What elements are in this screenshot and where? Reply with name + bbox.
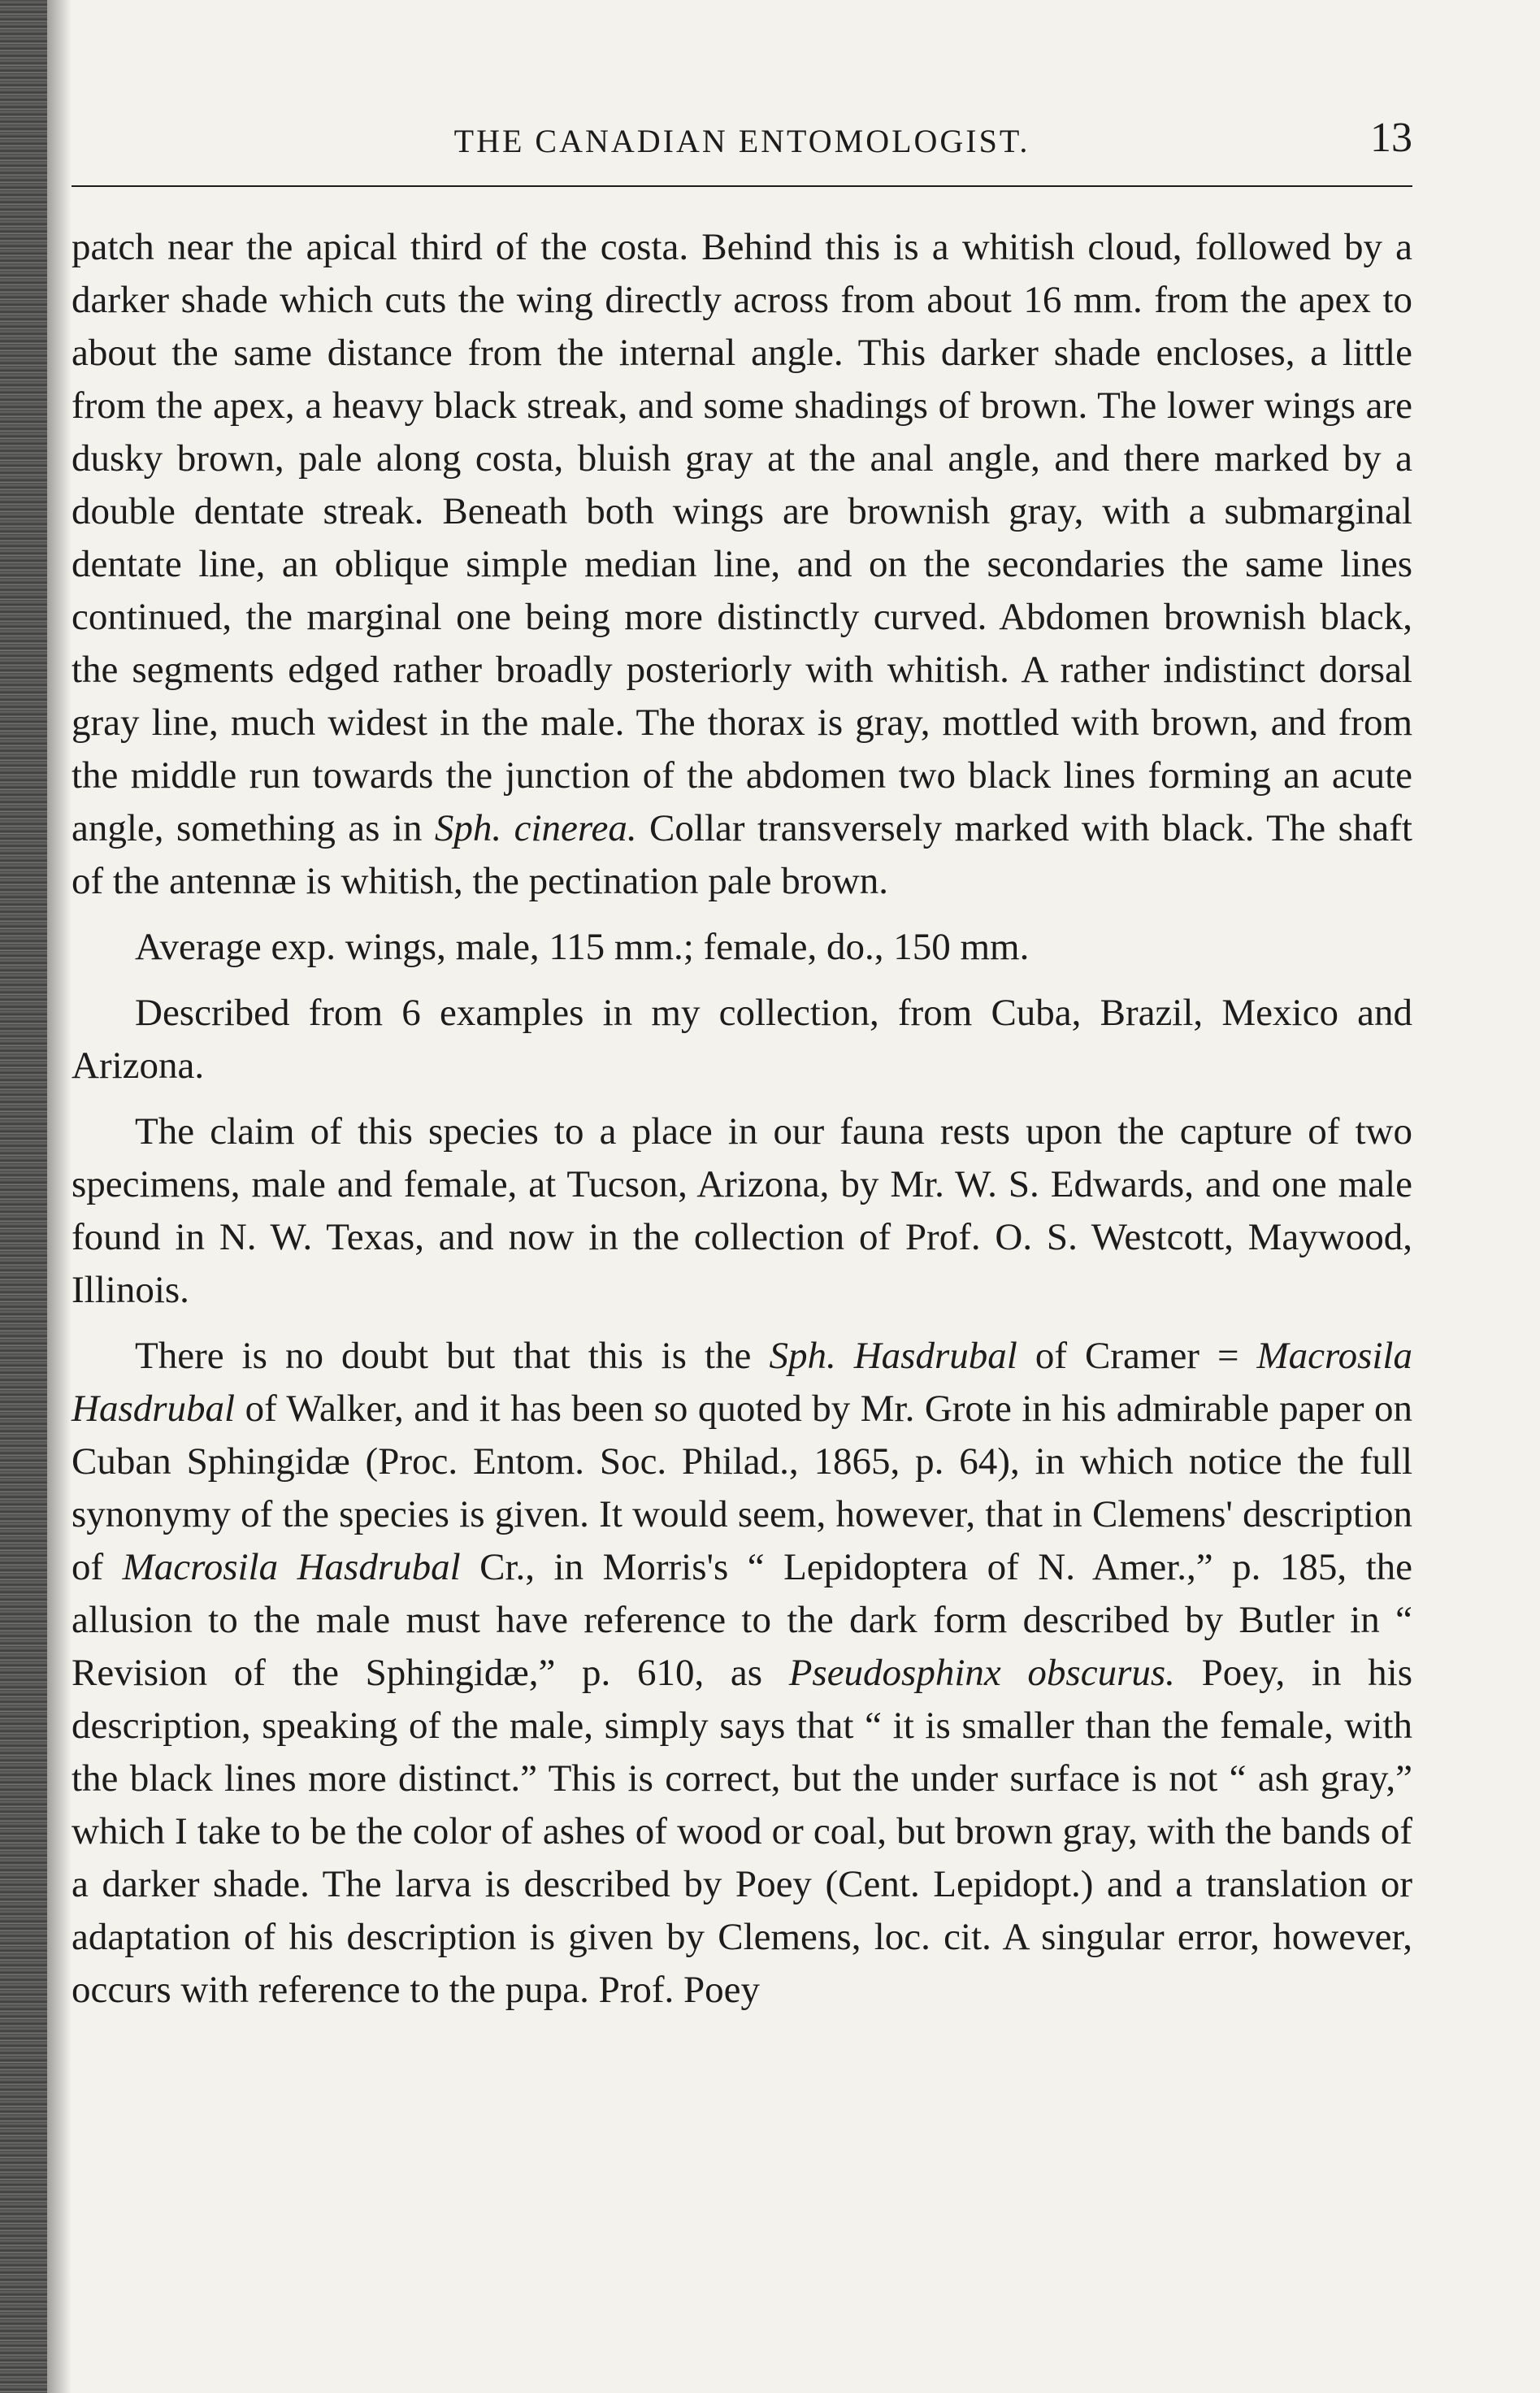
paragraph [72, 1105, 1412, 1317]
text-run: Described from 6 examples in my collection, from Cuba, Brazil, Mexico and Arizona. [72, 992, 1412, 1087]
text-run: of Cramer = [1017, 1335, 1257, 1377]
text-run: patch near the apical third of the costa. Behind this is a whitish cloud, followed by a darker shade which cuts the wing directly across from about 16 mm. from the apex to about the same distance from the internal angle. This darker shade encloses, a little from the apex, a heavy black streak, and some shadings of brown. The lower wings are dusky brown, pale along costa, bluish gray at the anal angle, and there marked by a double dentate streak. Beneath both wings are brownish gray, with a submarginal dentate line, an oblique simple median line, and on the secondaries the same lines continued, the marginal one being more distinctly curved. Abdomen brownish black, the segments edged rather broadly posteriorly with whitish. A rather indistinct dorsal gray line, much widest in the male. The thorax is gray, mottled with brown, and from the middle run towards the junction of the abdomen two black lines forming an acute angle, something as in [72, 226, 1412, 849]
page [72, 114, 1412, 2030]
text-run: of Walker, and it has been so quoted by Mr. Grote in his admirable paper on Cuban Sphingidæ (Proc. Entom. Soc. Philad., 1865, p. 64), in which notice the full synonymy of the species is given. It would seem, however, that in Clemens' description of [72, 1388, 1412, 1588]
binding-shadow [47, 0, 72, 2393]
text-run: Cr., in Morris's “ Lepidoptera of N. Amer.,” p. 185, the allusion to the male must have reference to the dark form described by Butler in “ Revision of the Sphingidæ,” p. 610, as [72, 1546, 1412, 1694]
text-run: Average exp. wings, male, 115 mm.; female, do., 150 mm. [135, 926, 1030, 968]
scientific-name: Macrosila Hasdrubal [72, 1335, 1412, 1430]
page-number: 13 [1370, 115, 1412, 161]
paragraph [72, 987, 1412, 1092]
text-run: There is no doubt but that this is the [135, 1335, 770, 1377]
body-text [72, 221, 1412, 2017]
paragraph [72, 1330, 1412, 2017]
paragraph [72, 921, 1412, 974]
text-run: The claim of this species to a place in our fauna rests upon the capture of two specimens, male and female, at Tucson, Arizona, by Mr. W. S. Edwards, and one male found in N. W. Texas, and now in the collection of Prof. O. S. Westcott, Maywood, Illinois. [72, 1110, 1412, 1311]
scientific-name: Sph. cinerea. [434, 807, 637, 849]
page-header [72, 114, 1412, 179]
text-run: Poey, in his description, speaking of the male, simply says that “ it is smaller than the female, with the black lines more distinct.” This is correct, but the under surface is not “ ash gray,” which I take to be the color of ashes of wood or coal, but brown gray, with the bands of a darker shade. The larva is described by Poey (Cent. Lepidopt.) and a translation or adaptation of his description is given by Clemens, loc. cit. A singular error, however, occurs with reference to the pupa. Prof. Poey [72, 1652, 1412, 2011]
running-head: THE CANADIAN ENTOMOLOGIST. [453, 123, 1030, 159]
scientific-name: Macrosila Hasdrubal [122, 1546, 461, 1588]
binding-edge [0, 0, 47, 2393]
header-rule [72, 185, 1412, 187]
text-run: Collar transversely marked with black. The shaft of the antennæ is whitish, the pectination pale brown. [72, 807, 1412, 902]
scientific-name: Pseudosphinx obscurus. [788, 1652, 1175, 1694]
paragraph [72, 221, 1412, 908]
scientific-name: Sph. Hasdrubal [769, 1335, 1017, 1377]
